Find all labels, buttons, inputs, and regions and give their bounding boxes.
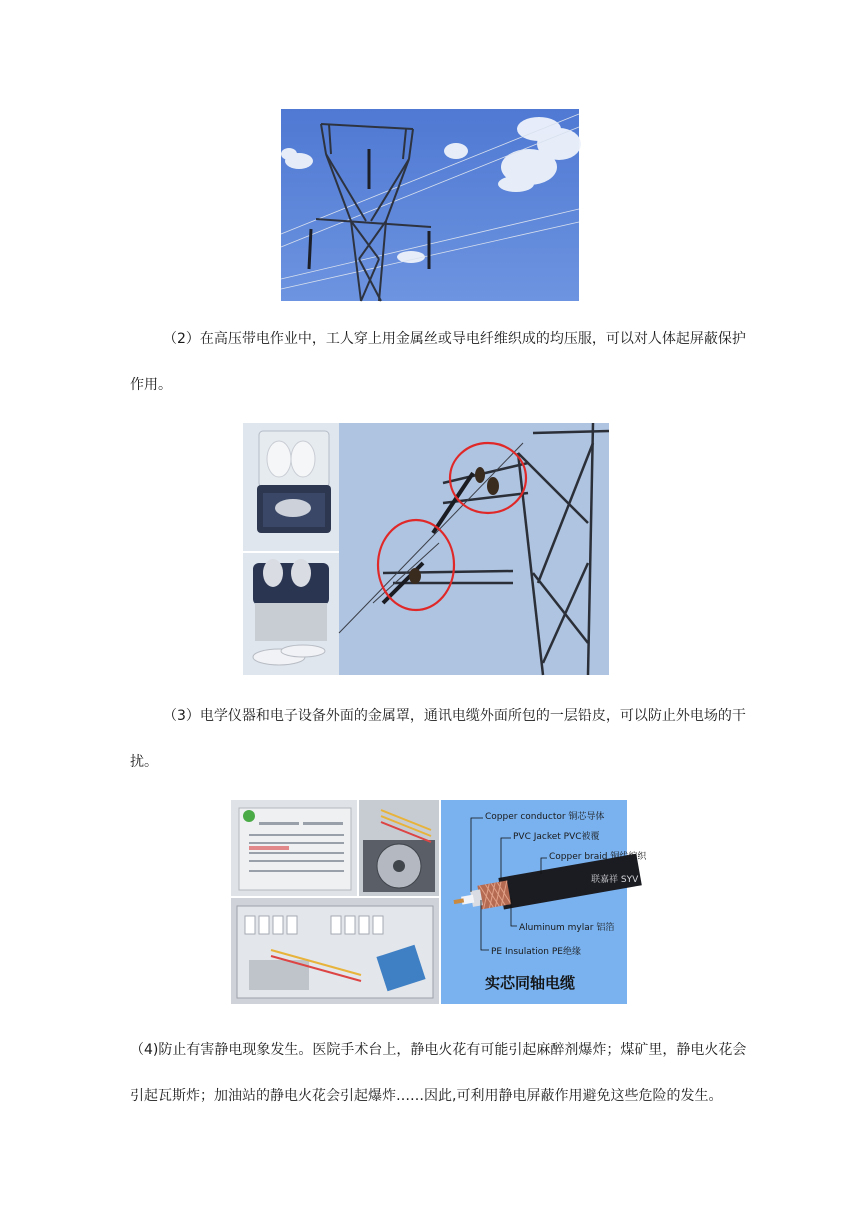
- paragraph-4-line-2: 引起瓦斯炸；加油站的静电火花会引起爆炸……因此,可利用静电屏蔽作用避免这些危险的发生。: [130, 1088, 723, 1104]
- label-copper-braid: Copper braid 铜线编织: [549, 852, 647, 862]
- cable-brand-label: 联嘉祥 SYV: [591, 875, 639, 885]
- coaxial-cable-image: [441, 800, 647, 1004]
- paragraph-2-line-1: （2）在高压带电作业中，工人穿上用金属丝或导电纤维织成的均压服，可以对人体起屏蔽保护: [163, 331, 746, 347]
- transmission-tower-image: [281, 109, 579, 301]
- shielding-suit-image: [243, 423, 609, 675]
- paragraph-3-line-2: 扰。: [130, 754, 158, 770]
- cable-figure-title: 实芯同轴电缆: [485, 974, 576, 992]
- label-aluminum-mylar: Aluminum mylar 铝箔: [519, 923, 615, 933]
- label-copper-conductor: Copper conductor 铜芯导体: [485, 812, 605, 822]
- paragraph-3-line-1: （3）电学仪器和电子设备外面的金属罩，通讯电缆外面所包的一层铅皮，可以防止外电场的干: [163, 708, 746, 724]
- paragraph-4-line-1: （4)防止有害静电现象发生。医院手术台上，静电火花有可能引起麻醉剂爆炸；煤矿里，静电火花会: [130, 1042, 747, 1058]
- equipment-enclosure-image: [231, 800, 439, 1004]
- label-pvc-jacket: PVC Jacket PVC被覆: [513, 832, 600, 842]
- label-pe-insulation: PE Insulation PE绝缘: [491, 947, 581, 957]
- paragraph-2-line-2: 作用。: [130, 377, 172, 393]
